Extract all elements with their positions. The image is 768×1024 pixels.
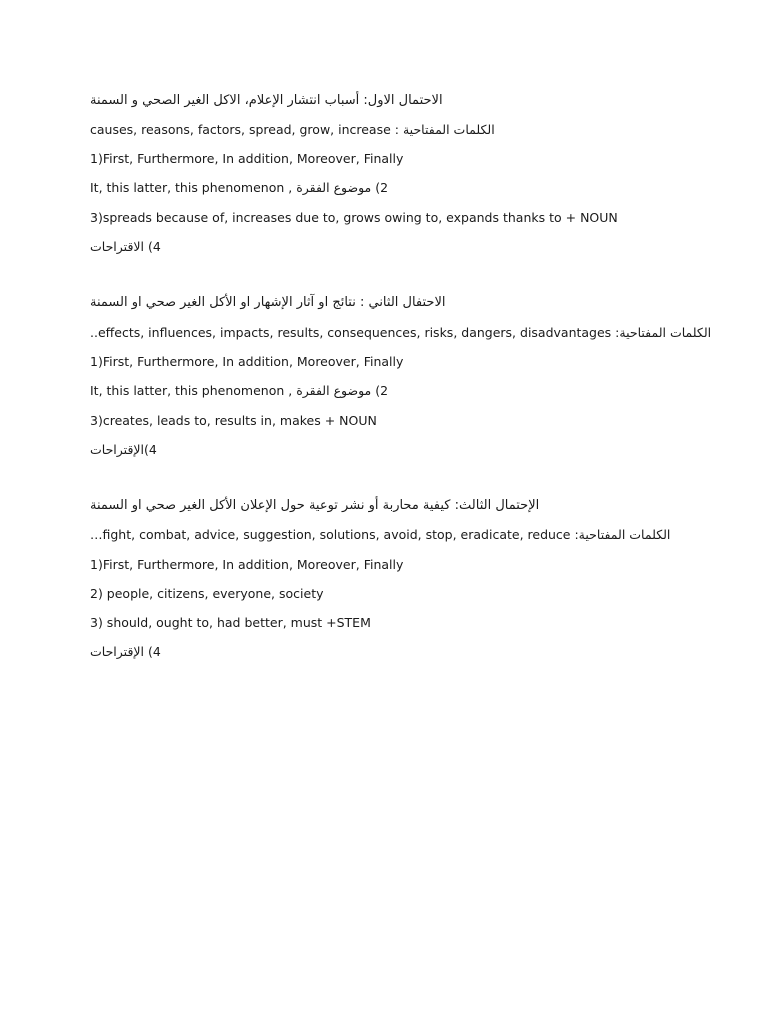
- section-3-item-1: 1)First, Furthermore, In addition, Moreover, Finally: [90, 557, 404, 572]
- section-2-item-2: 2) موضوع الفقرة , It, this latter, this phenomenon: [90, 383, 389, 398]
- section-3-item-2: 2) people, citizens, everyone, society: [90, 586, 324, 601]
- section-1-heading: الاحتمال الاول: أسباب انتشار الإعلام، الاكل الغير الصحي و السمنة: [90, 93, 443, 108]
- section-3-heading: الإحتمال الثالث: كيفية محاربة أو نشر توعية حول الإعلان الأكل الغير صحي او السمنة: [90, 498, 540, 513]
- section-2-keywords: الكلمات المفتاحية: effects, influences, impacts, results, consequences, risks, dangers, disadvantages..: [90, 325, 712, 340]
- section-3-item-4: 4) الإقتراحات: [90, 644, 161, 659]
- section-2-item-4: 4)الإقتراحات: [90, 442, 157, 457]
- section-1-item-2: 2) موضوع الفقرة , It, this latter, this phenomenon: [90, 180, 389, 195]
- section-1-item-4: 4) الاقتراحات: [90, 239, 161, 254]
- section-1-keywords: الكلمات المفتاحية : causes, reasons, factors, spread, grow, increase: [90, 122, 495, 137]
- section-3-item-3: 3) should, ought to, had better, must +STEM: [90, 615, 371, 630]
- section-2-heading: الاحتفال الثاني : نتائج او آثار الإشهار او الأكل الغير صحي او السمنة: [90, 295, 446, 310]
- section-1-item-1: 1)First, Furthermore, In addition, Moreover, Finally: [90, 151, 404, 166]
- section-2-item-3: 3)creates, leads to, results in, makes + NOUN: [90, 413, 377, 428]
- section-3-keywords: الكلمات المفتاحية: fight, combat, advice, suggestion, solutions, avoid, stop, eradicate, reduce…: [90, 527, 671, 542]
- section-1-item-3: 3)spreads because of, increases due to, grows owing to, expands thanks to + NOUN: [90, 210, 618, 225]
- section-2-item-1: 1)First, Furthermore, In addition, Moreover, Finally: [90, 354, 404, 369]
